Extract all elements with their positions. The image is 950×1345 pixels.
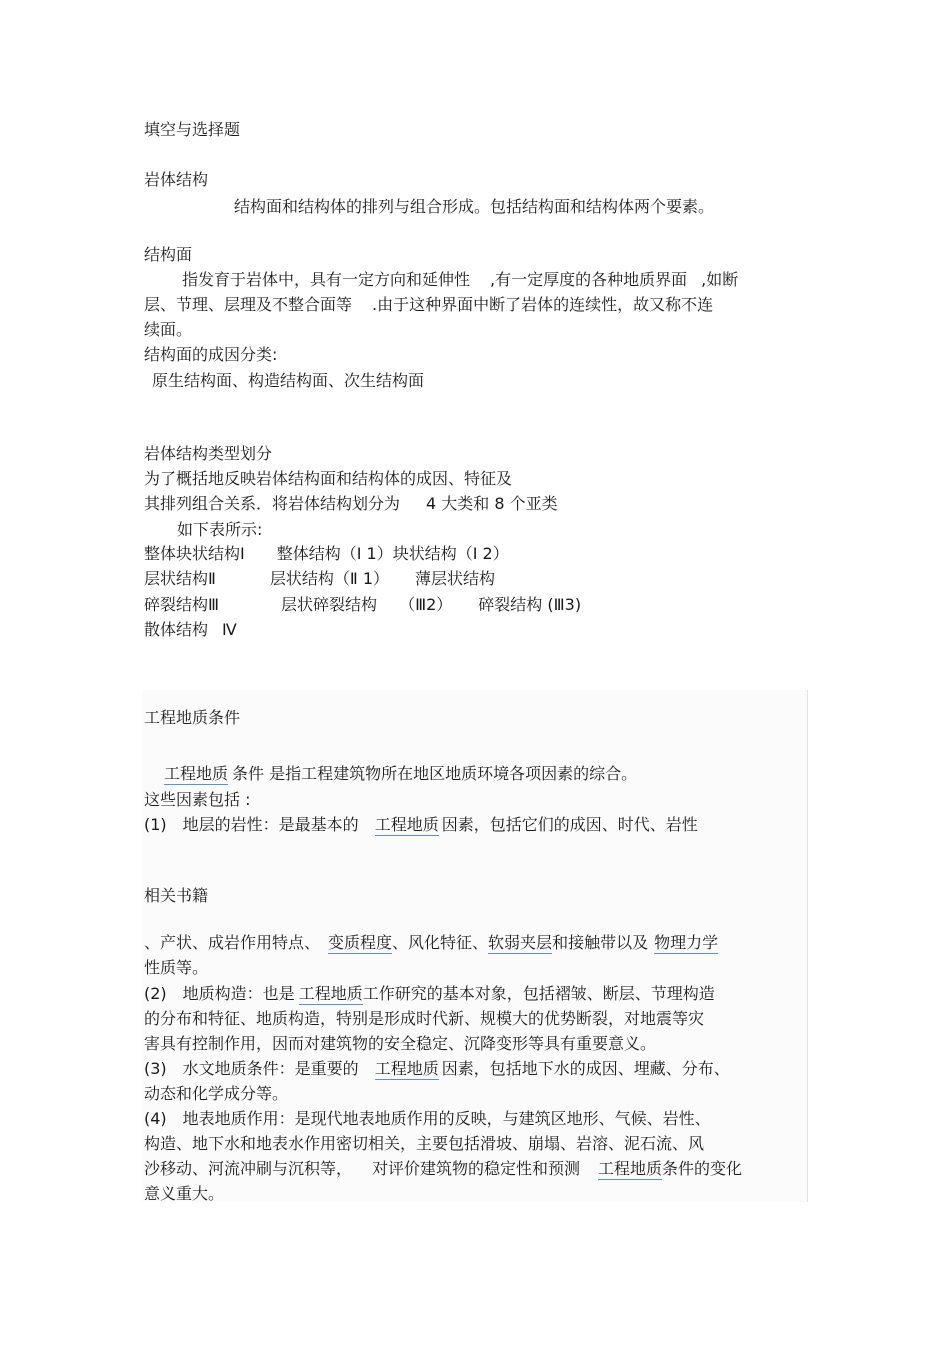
- factor-1-line: (1) 地层的岩性：是最基本的 工程地质 因素，包括它们的成因、时代、岩性: [144, 815, 698, 834]
- link-weak-interlayer[interactable]: 软弱夹层: [488, 933, 553, 952]
- structure-row-2: 层状结构Ⅱ 层状结构（Ⅱ 1） 薄层状结构: [144, 569, 496, 588]
- link-engineering-geology[interactable]: 工程地质: [164, 764, 229, 783]
- factor-3-line-2: 动态和化学成分等。: [144, 1084, 289, 1103]
- factor-2-line-3: 害具有控制作用，因而对建筑物的安全稳定、沉降变形等具有重要意义。: [144, 1034, 657, 1053]
- rock-structure-definition: 结构面和结构体的排列与组合形成。包括结构面和结构体两个要素。: [234, 197, 715, 216]
- engineering-geology-definition: 工程地质 条件 是指工程建筑物所在地区地质环境各项因素的综合。: [164, 764, 638, 783]
- factors-intro: 这些因素包括 :: [144, 790, 251, 809]
- link-metamorphism-degree[interactable]: 变质程度: [328, 933, 393, 952]
- link-engineering-geology[interactable]: 工程地质: [298, 984, 363, 1003]
- structure-types-line-1: 为了概括地反映岩体结构面和结构体的成因、特征及: [144, 469, 513, 488]
- structural-plane-line-2: 层、节理、层理及不整合面等 .由于这种界面中断了岩体的连续性，故又称不连: [144, 295, 714, 314]
- factor-3-line-1: (3) 水文地质条件：是重要的 工程地质 因素，包括地下水的成因、埋藏、分布、: [144, 1059, 730, 1078]
- heading-engineering-geology: 工程地质条件: [144, 708, 241, 727]
- heading-rock-structure: 岩体结构: [144, 170, 209, 189]
- heading-related-books: 相关书籍: [144, 886, 209, 905]
- factor-4-line-3: 沙移动、河流冲刷与沉积等， 对评价建筑物的稳定性和预测 工程地质条件的变化: [144, 1159, 743, 1178]
- link-engineering-geology[interactable]: 工程地质: [374, 1059, 439, 1078]
- factor-4-line-4: 意义重大。: [144, 1184, 225, 1203]
- link-engineering-geology[interactable]: 工程地质: [374, 815, 439, 834]
- link-engineering-geology[interactable]: 工程地质: [598, 1159, 663, 1178]
- title-fill-and-choice: 填空与选择题: [144, 120, 241, 139]
- factor-1-end: 性质等。: [144, 958, 209, 977]
- factor-4-line-1: (4) 地表地质作用：是现代地表地质作用的反映，与建筑区地形、气候、岩性、: [144, 1109, 711, 1128]
- link-physical-mechanics[interactable]: 物理力学: [654, 933, 719, 952]
- heading-structure-types: 岩体结构类型划分: [144, 444, 273, 463]
- structure-row-1: 整体块状结构Ⅰ 整体结构（Ⅰ 1）块状结构（Ⅰ 2）: [144, 544, 509, 563]
- structure-row-4: 散体结构 Ⅳ: [144, 620, 237, 639]
- structural-plane-line-3: 续面。: [144, 320, 193, 339]
- factor-2-line-2: 的分布和特征、地质构造，特别是形成时代新、规模大的优势断裂，对地震等灾: [144, 1009, 705, 1028]
- heading-structural-plane: 结构面: [144, 245, 193, 264]
- heading-cause-classification: 结构面的成因分类:: [144, 345, 278, 364]
- factor-2-line-1: (2) 地质构造：也是 工程地质工作研究的基本对象，包括褶皱、断层、节理构造: [144, 984, 715, 1003]
- factor-4-line-2: 构造、地下水和地表水作用密切相关，主要包括滑坡、崩塌、岩溶、泥石流、风: [144, 1134, 705, 1153]
- structure-types-line-2: 其排列组合关系．将岩体结构划分为 4 大类和 8 个亚类: [144, 494, 558, 513]
- factor-1-continued: 、产状、成岩作用特点、 变质程度、风化特征、软弱夹层和接触带以及 物理力学: [144, 933, 719, 952]
- structural-plane-line-1: 指发育于岩体中，具有一定方向和延伸性 ,有一定厚度的各种地质界面 ,如断: [182, 270, 739, 289]
- structure-row-3: 碎裂结构Ⅲ 层状碎裂结构 （Ⅲ2） 碎裂结构 (Ⅲ3): [144, 595, 582, 614]
- structure-types-line-3: 如下表所示:: [177, 520, 263, 539]
- cause-classification-items: 原生结构面、构造结构面、次生结构面: [152, 371, 425, 390]
